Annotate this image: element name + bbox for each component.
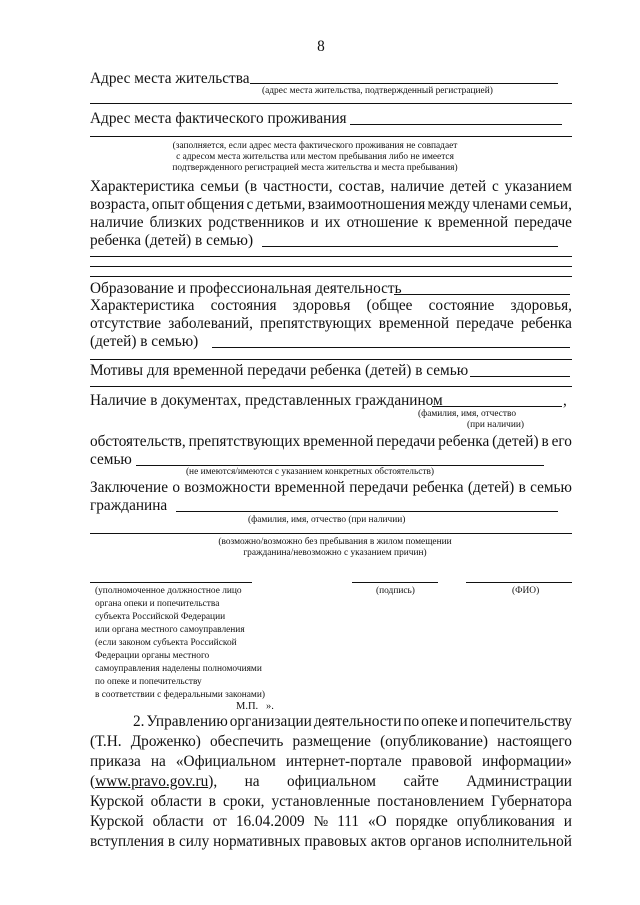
actual-residence-label: Адрес места фактического проживания [90,110,347,127]
conclusion-citizen-line[interactable] [176,511,558,512]
paragraph-line-2: (Т.Н. Дроженко) обеспечить размещение (опубликование) настоящего [90,733,572,750]
official-caption-1: (уполномоченное должностное лицо [95,586,242,596]
family-line-4: ребенка (детей) в семью) [90,232,254,249]
official-caption-3: субъекта Российской Федерации [95,612,226,622]
health-answer-line-2[interactable] [90,359,572,360]
health-answer-line-1[interactable] [212,347,570,348]
seal-mark: М.П. ». [236,701,274,712]
residence-line-2[interactable] [90,103,572,104]
conclusion-hint-3: гражданина/невозможно с указанием причин) [243,548,427,558]
motives-label: Мотивы для временной передачи ребенка (детей) в семью [90,362,469,379]
paragraph-line-5: Курской области в сроки, установленные постановлением Губернатора [90,793,572,810]
official-caption-4: или органа местного самоуправления [95,625,245,635]
official-caption-8: по опеке и попечительству [95,677,202,687]
actual-residence-hint-2: с адресом места жительства или местом пребывания либо не имеется [176,152,454,162]
actual-residence-line[interactable] [350,124,562,125]
documents-answer-line[interactable] [136,465,544,466]
official-signature-line[interactable] [90,582,252,583]
residence-line[interactable] [250,83,558,84]
motives-line-2[interactable] [90,386,572,387]
conclusion-hint-2: (возможно/возможно без пребывания в жилом помещении [218,537,452,547]
actual-residence-hint-3: подтвержденного регистрацией места жительства и места пребывания) [172,163,458,173]
family-answer-line-4[interactable] [90,276,572,277]
documents-line-text: обстоятельств, препятствующих временной передачи ребенка (детей) в его [90,433,572,450]
paragraph-line-6: Курской области от 16.04.2009 № 111 «О порядке опубликования и [90,813,572,830]
documents-hint-2: (при наличии) [467,420,525,430]
health-line-3: (детей) в семью) [90,333,199,350]
paragraph-line-1: 2. Управлению организации деятельности по опеке и попечительству [133,713,572,730]
family-answer-line-2[interactable] [90,256,572,257]
family-line-3: наличие близких родственников и их отношение к временной передаче [90,214,572,231]
documents-label: Наличие в документах, представленных гражданином [90,392,443,409]
sign-caption: (подпись) [376,586,415,596]
paragraph-line-3: приказа на «Официальном интернет-портале правовой информации» [90,753,572,770]
motives-line[interactable] [470,376,570,377]
sign-line[interactable] [352,582,438,583]
official-caption-6: Федерации органы местного [95,651,210,661]
residence-hint: (адрес места жительства, подтвержденный регистрацией) [262,86,493,96]
conclusion-line-1: Заключение о возможности временной передачи ребенка (детей) в семью [90,479,572,496]
documents-family: семью [90,451,132,468]
conclusion-answer-line[interactable] [90,533,572,534]
family-line-2: возраста, опыт общения с детьми, взаимоотношения между членами семьи, [90,196,572,213]
family-line-1: Характеристика семьи (в частности, состав, наличие детей с указанием [90,178,572,195]
official-caption-7: самоуправления наделены полномочиями [95,664,262,674]
official-caption-9: в соответствии с федеральными законами) [95,690,266,700]
fio-line[interactable] [466,582,572,583]
pravo-link[interactable]: www.pravo.gov.ru [95,773,209,790]
paragraph-line-7: вступления в силу нормативных правовых актов органов исполнительной [90,833,572,850]
health-line-1: Характеристика состояния здоровья (общее состояние здоровья, [90,297,572,314]
documents-line[interactable] [432,406,562,407]
official-caption-2: органа опеки и попечительства [95,599,220,609]
documents-comma: , [563,392,567,409]
actual-residence-line-2[interactable] [90,136,572,137]
actual-residence-hint-1: (заполняется, если адрес места фактического проживания не совпадает [172,141,458,151]
documents-hint-3: (не имеются/имеются с указанием конкретных обстоятельств) [185,467,435,477]
education-label: Образование и профессиональная деятельность [90,280,402,297]
conclusion-hint-1: (фамилия, имя, отчество (при наличии) [248,515,406,525]
conclusion-citizen: гражданина [90,497,168,514]
paragraph-line-4: (www.pravo.gov.ru), на официальном сайте Администрации [90,773,572,790]
official-caption-5: (если законом субъекта Российской [95,638,237,648]
family-answer-line-3[interactable] [90,266,572,267]
family-answer-line-1[interactable] [262,246,558,247]
documents-hint-1: (фамилия, имя, отчество [418,409,517,419]
health-line-2: отсутствие заболеваний, препятствующих временной передаче ребенка [90,315,572,332]
fio-caption: (ФИО) [512,586,540,596]
page-number: 8 [317,38,325,55]
residence-label: Адрес места жительства [90,70,250,87]
education-line[interactable] [394,294,570,295]
